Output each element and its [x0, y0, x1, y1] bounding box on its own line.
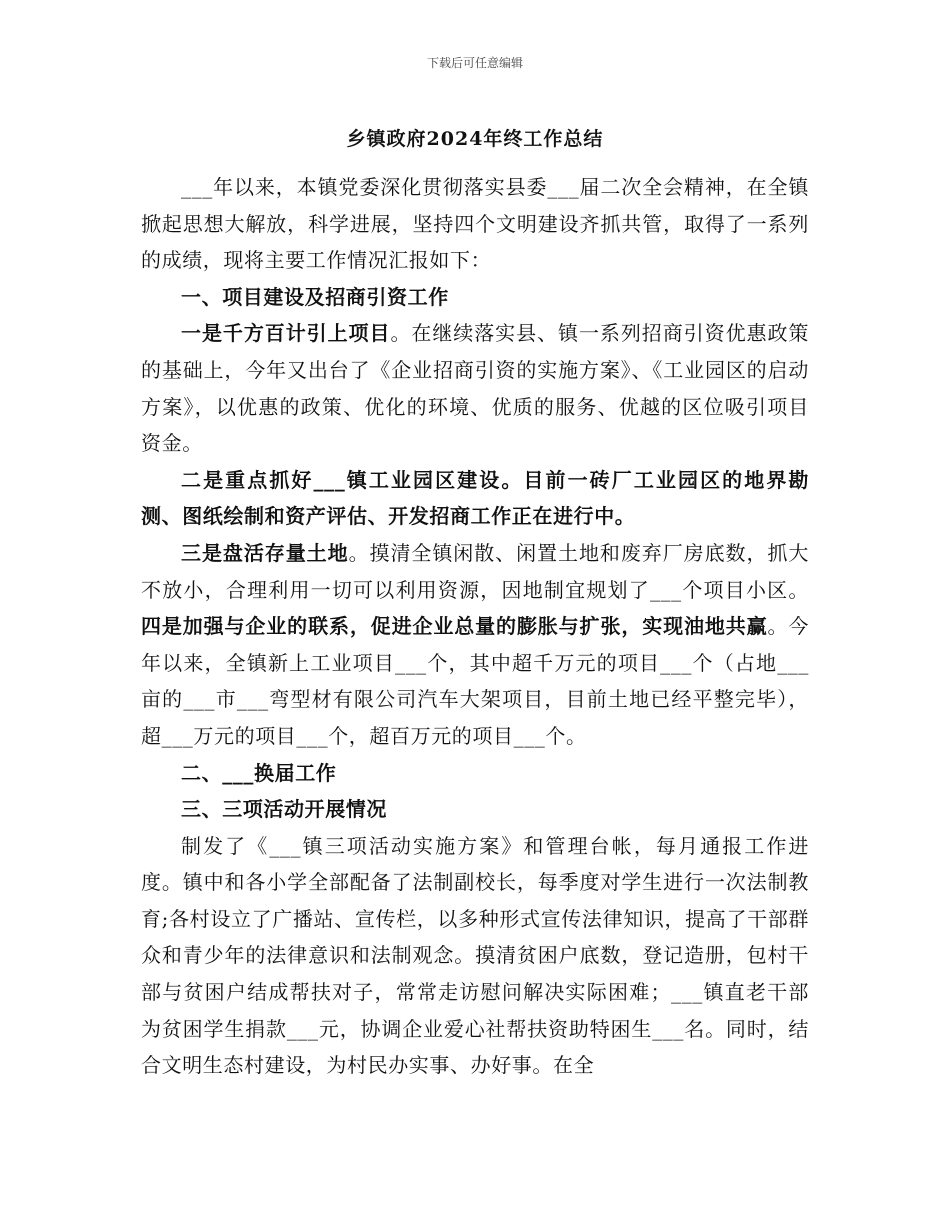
paragraph-lead: 三是盘活存量土地	[181, 540, 349, 565]
paragraph-project-2: 二是重点抓好___镇工业园区建设。目前一砖厂工业园区的地界勘测、图纸绘制和资产评估、开发招商工作正在进行中。	[141, 467, 809, 529]
document-body	[141, 169, 809, 1084]
paragraph-project-1	[141, 315, 809, 461]
section-heading-2: 二、___换届工作	[181, 760, 337, 785]
paragraph-text: 。今年以来，全镇新上工业项目___个，其中超千万元的项目___个（占地___亩的___市___弯型材有限公司汽车大架项目，目前土地已经平整完毕），超___万元的项目___个，超百万元的项目___个。	[141, 614, 809, 748]
document-title: 乡镇政府2024年终工作总结	[346, 128, 604, 150]
paragraph-project-3-4	[141, 535, 809, 755]
section-heading-3: 三、三项活动开展情况	[181, 797, 387, 822]
paragraph-text: 。摸清全镇闲散、闲置土地和废弃厂房底数，抓大不放小，合理利用一切可以利用资源，因地制宜规划了___个项目小区。	[141, 540, 809, 602]
intro-paragraph: ___年以来，本镇党委深化贯彻落实县委___届二次全会精神，在全镇掀起思想大解放，科学进展，坚持四个文明建设齐抓共管，取得了一系列的成绩，现将主要工作情况汇报如下：	[141, 175, 809, 273]
paragraph-activities: 制发了《___镇三项活动实施方案》和管理台帐，每月通报工作进度。镇中和各小学全部配备了法制副校长，每季度对学生进行一次法制教育;各村设立了广播站、宣传栏，以多种形式宣传法律知识，提高了干部群众和青少年的法律意识和法制观念。摸清贫困户底数，登记造册，包村干部与贫困户结成帮扶对子，常常走访慰问解决实际困难；___镇直老干部为贫困学生捐款___元，协调企业爱心社帮扶资助特困生___名。同时，结合文明生态村建设，为村民办实事、办好事。在全	[141, 833, 809, 1078]
paragraph-text: 。在继续落实县、镇一系列招商引资优惠政策的基础上，今年又出台了《企业招商引资的实施方案》、《工业园区的启动方案》，以优惠的政策、优化的环境、优质的服务、优越的区位吸引项目资金。	[141, 321, 810, 456]
paragraph-lead: 四是加强与企业的联系，促进企业总量的膨胀与扩张，实现油地共赢	[141, 614, 768, 639]
paragraph-lead: 一是千方百计引上项目	[181, 321, 391, 346]
section-heading-1: 一、项目建设及招商引资工作	[181, 284, 449, 309]
page-header-note: 下载后可任意编辑	[426, 56, 523, 70]
